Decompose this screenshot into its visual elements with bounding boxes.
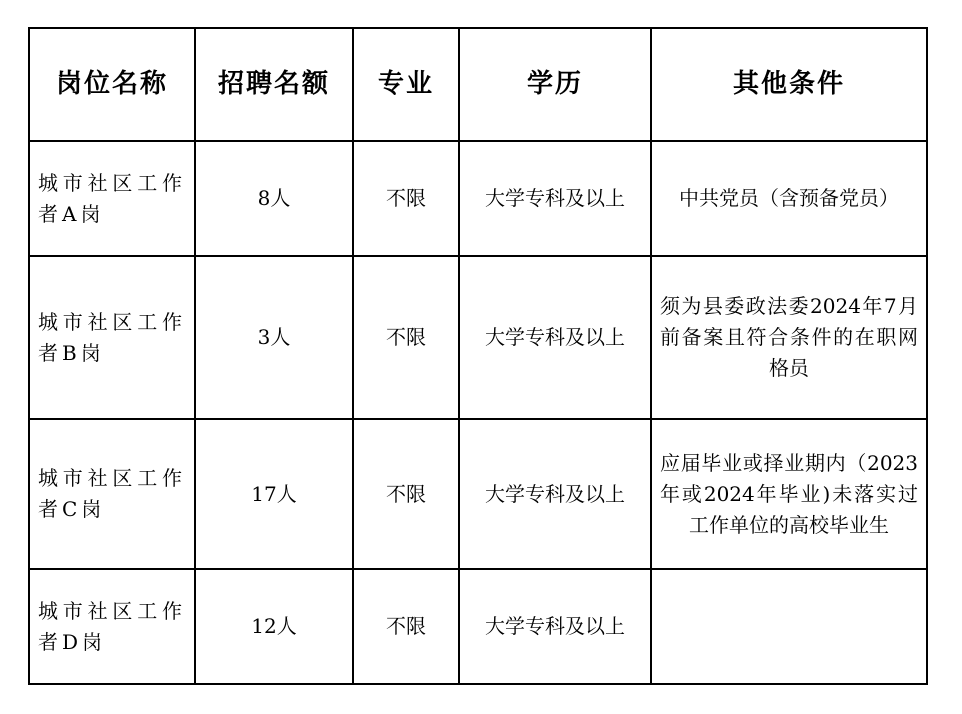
cell-post-name: 城市社区工作者D岗 [29,569,195,684]
cell-major: 不限 [353,141,459,256]
cell-major: 不限 [353,419,459,569]
cell-other-conditions: 中共党员（含预备党员） [651,141,927,256]
cell-post-name: 城市社区工作者A岗 [29,141,195,256]
table-row [29,141,927,256]
table-row [29,569,927,684]
header-other-conditions: 其他条件 [651,28,927,141]
cell-post-name: 城市社区工作者C岗 [29,419,195,569]
header-post-name: 岗位名称 [29,28,195,141]
cell-education: 大学专科及以上 [459,141,651,256]
cell-other-conditions [651,569,927,684]
recruitment-table [28,27,928,685]
table-row [29,256,927,419]
cell-education: 大学专科及以上 [459,569,651,684]
cell-post-name: 城市社区工作者B岗 [29,256,195,419]
cell-other-conditions: 应届毕业或择业期内（2023年或2024年毕业)未落实过工作单位的高校毕业生 [651,419,927,569]
cell-quota: 12人 [195,569,353,684]
table-header-row [29,28,927,141]
cell-education: 大学专科及以上 [459,419,651,569]
cell-major: 不限 [353,569,459,684]
cell-quota: 8人 [195,141,353,256]
header-quota: 招聘名额 [195,28,353,141]
cell-education: 大学专科及以上 [459,256,651,419]
header-education: 学历 [459,28,651,141]
cell-other-conditions: 须为县委政法委2024年7月前备案且符合条件的在职网格员 [651,256,927,419]
cell-major: 不限 [353,256,459,419]
cell-quota: 3人 [195,256,353,419]
header-major: 专业 [353,28,459,141]
cell-quota: 17人 [195,419,353,569]
table-row [29,419,927,569]
